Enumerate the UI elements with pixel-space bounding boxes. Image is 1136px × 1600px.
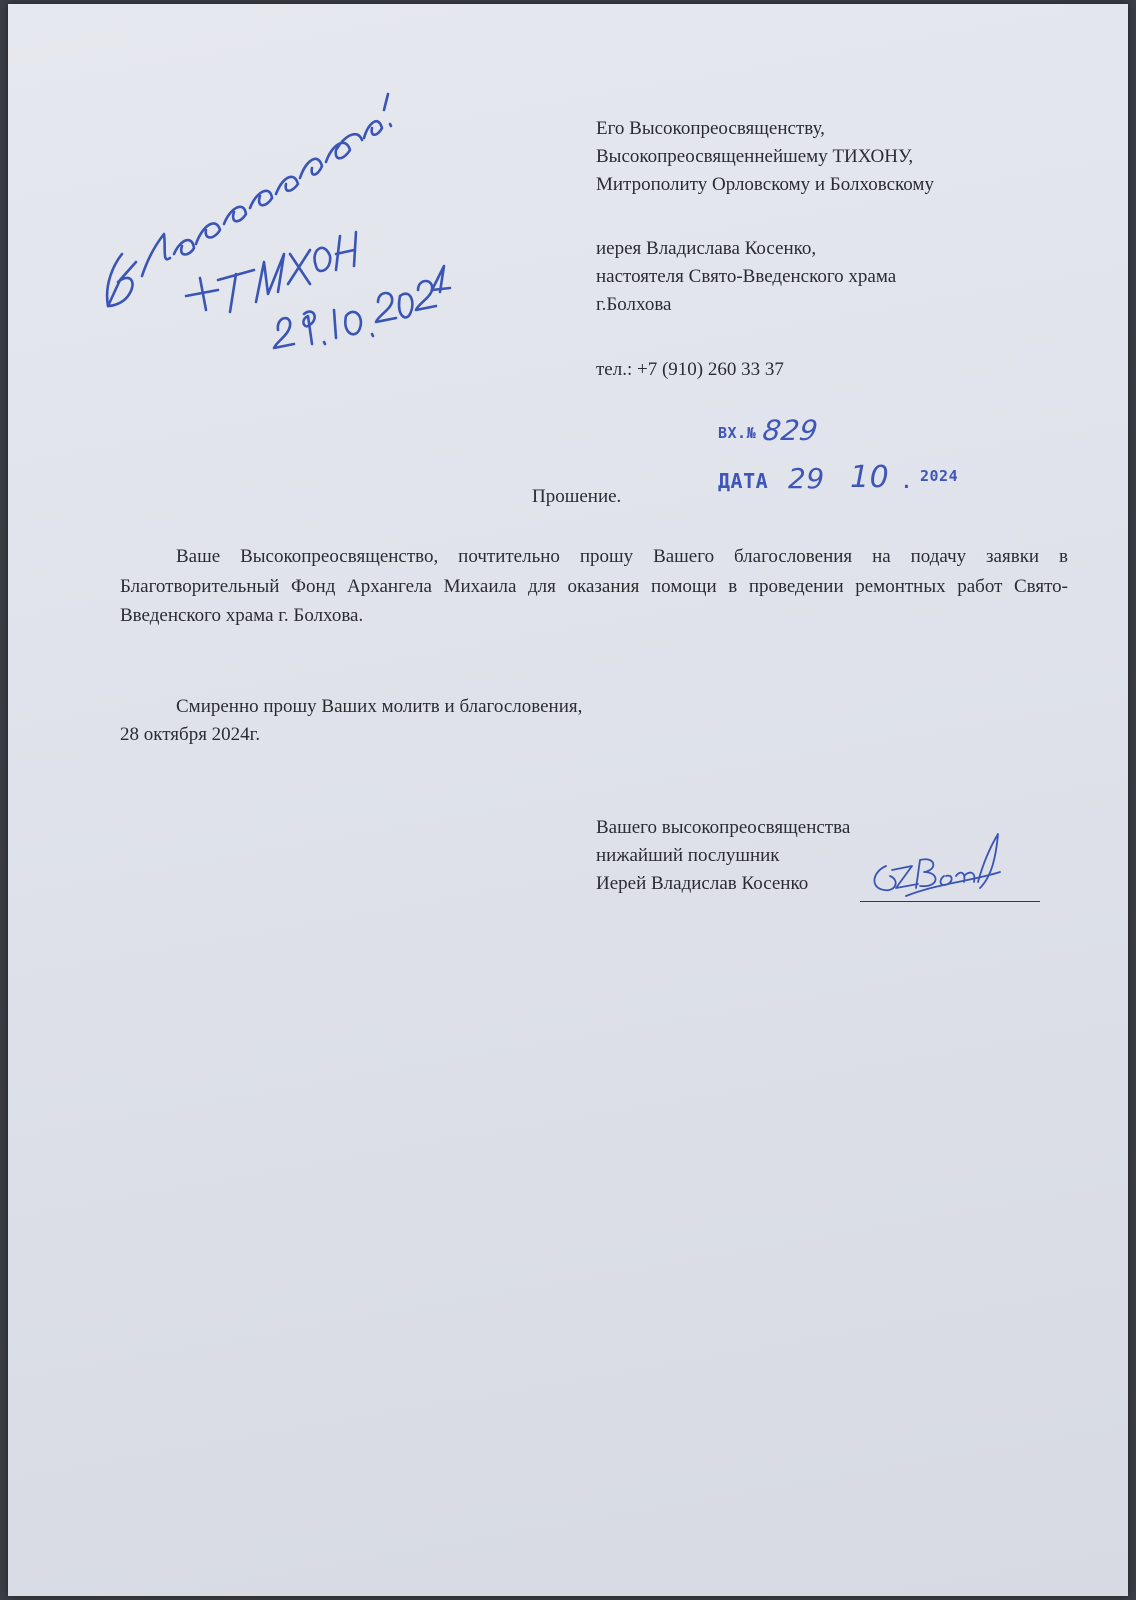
stamp-date-year: 2024 [920,467,959,485]
signature-line: Иерей Владислав Косенко [596,873,809,894]
addressee-line: Его Высокопреосвященству, [596,118,825,139]
sender-block [596,235,1076,319]
stamp-date-month: 10 [850,460,890,495]
document-date: 28 октября 2024г. [120,724,261,745]
sender-phone: тел.: +7 (910) 260 33 37 [596,359,784,380]
handwritten-signature [866,826,1016,922]
stamp-date-label: ДАТА [718,469,769,493]
document-title: Прошение. [532,486,622,507]
signature-line: нижайший послушник [596,845,780,866]
sender-line: г.Болхова [596,294,672,315]
stamp-incoming-number: 829 [760,414,821,447]
stamp-incoming-label: ВХ.№ [718,424,757,442]
stamp-date-day: 29 [788,462,825,495]
sender-line: иерея Владислава Косенко, [596,238,817,259]
handwritten-resolution [78,44,458,364]
document-body: Ваше Высокопреосвященство, почтительно прошу Вашего благословения на подачу заявки в Благотворительный Фонд Архангела Михаила для оказания помощи в проведении ремонтных работ Свято-Введенского храма г. Болхова. [120,546,1068,626]
stamp-date-separator: . [901,472,913,493]
document-page [8,4,1128,1596]
addressee-line: Высокопреосвященнейшему ТИХОНУ, [596,146,914,167]
closing-line: Смиренно прошу Ваших молитв и благословения, [176,696,583,717]
signature-line: Вашего высокопреосвященства [596,817,851,838]
sender-line: настоятеля Свято-Введенского храма [596,266,897,287]
addressee-line: Митрополиту Орловскому и Болховскому [596,174,934,195]
addressee-block [596,115,1076,199]
